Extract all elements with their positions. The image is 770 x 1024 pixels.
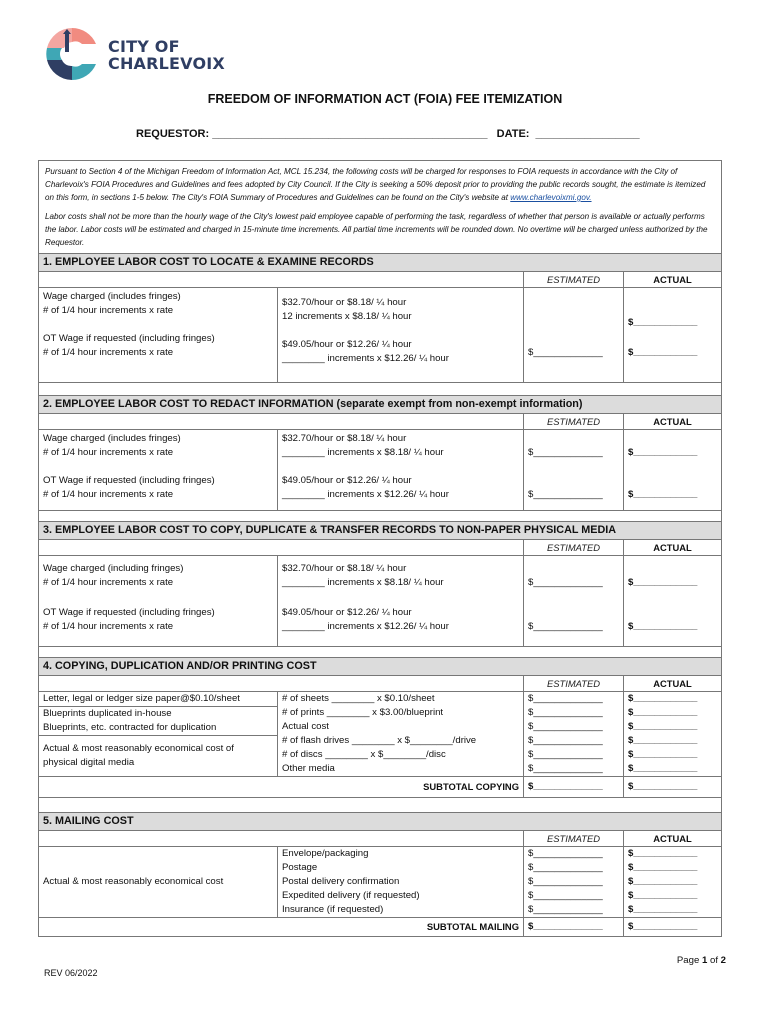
- actual-field[interactable]: $____________: [628, 904, 698, 915]
- estimated-field[interactable]: $_____________: [528, 848, 603, 859]
- section-1-header: 1. EMPLOYEE LABOR COST TO LOCATE & EXAMINE RECORDS: [39, 253, 721, 272]
- increments-label: # of 1/4 hour increments x rate: [43, 489, 174, 500]
- section-5-column-headers: [39, 831, 721, 846]
- actual-field[interactable]: $____________: [628, 735, 698, 746]
- increments-label: # of 1/4 hour increments x rate: [43, 447, 174, 458]
- section-spacer: [39, 646, 721, 657]
- insurance-label: Insurance (if requested): [282, 904, 384, 915]
- ot-increment-calc[interactable]: ________ increments x $12.26/ ¼ hour: [282, 621, 449, 632]
- postage-label: Postage: [282, 862, 318, 873]
- section-3-header: 3. EMPLOYEE LABOR COST TO COPY, DUPLICATE & TRANSFER RECORDS TO NON-PAPER PHYSICAL MEDIA: [39, 521, 721, 540]
- actual-cost-label: Actual cost: [282, 721, 329, 732]
- actual-field[interactable]: $____________: [628, 848, 698, 859]
- section-2-descriptions: [39, 430, 277, 510]
- revision-label: REV 06/2022: [44, 968, 98, 978]
- rate-text: $32.70/hour or $8.18/ ¼ hour: [282, 297, 407, 308]
- section-4-rows: [39, 691, 721, 776]
- estimated-field[interactable]: $_____________: [528, 447, 603, 458]
- section-3-column-headers: [39, 540, 721, 555]
- requestor-date-line[interactable]: REQUESTOR: _____________________________________________ DATE: _________________: [136, 128, 640, 140]
- estimated-field[interactable]: $_____________: [528, 347, 603, 358]
- section-1-column-headers: [39, 272, 721, 287]
- estimated-field[interactable]: $_____________: [528, 890, 603, 901]
- increments-label: # of 1/4 hour increments x rate: [43, 577, 174, 588]
- estimated-field[interactable]: $_____________: [528, 707, 603, 718]
- city-name-line1: CITY OF: [108, 37, 180, 56]
- digital-media-label: Actual & most reasonably economical cost of: [43, 743, 234, 754]
- rate-text: $32.70/hour or $8.18/ ¼ hour: [282, 433, 407, 444]
- subtotal-copying-estimated[interactable]: $_____________: [523, 777, 623, 797]
- estimated-field[interactable]: $_____________: [528, 577, 603, 588]
- other-media-label: Other media: [282, 763, 335, 774]
- subtotal-mailing-row: [39, 917, 721, 936]
- estimated-header: ESTIMATED: [523, 676, 623, 691]
- ot-wage-label: OT Wage if requested (including fringes): [43, 333, 215, 344]
- prints-calc[interactable]: # of prints ________ x $3.00/blueprint: [282, 707, 444, 718]
- actual-field[interactable]: $____________: [628, 621, 698, 632]
- estimated-header: ESTIMATED: [523, 540, 623, 555]
- estimated-field[interactable]: $_____________: [528, 721, 603, 732]
- city-name: [108, 38, 225, 72]
- city-name-line2: CHARLEVOIX: [108, 54, 225, 73]
- intro-paragraph-1: [45, 165, 715, 204]
- actual-field[interactable]: $____________: [628, 749, 698, 760]
- section-4-estimated: [523, 692, 623, 776]
- actual-header: ACTUAL: [623, 272, 721, 287]
- increments-label: # of 1/4 hour increments x rate: [43, 347, 174, 358]
- section-spacer: [39, 382, 721, 395]
- page-total: 2: [720, 955, 726, 966]
- section-5-items: [277, 847, 523, 917]
- subtotal-mailing-actual[interactable]: $____________: [623, 918, 721, 936]
- estimated-field[interactable]: $_____________: [528, 904, 603, 915]
- actual-field[interactable]: $____________: [628, 489, 698, 500]
- section-5-estimated: [523, 847, 623, 917]
- estimated-field[interactable]: $_____________: [528, 876, 603, 887]
- estimated-field[interactable]: $_____________: [528, 749, 603, 760]
- intro-paragraph-2: Labor costs shall not be more than the hourly wage of the City's lowest paid employee capable of performing the task, regardless of whether that person is available or actually performs the labor. Labor costs will be estimated and charged in 15-minute time increments. All partial time increments will be rounded down. No overtime will be charged unless authorized by the Requestor.: [45, 212, 708, 247]
- section-1-descriptions: [39, 288, 277, 382]
- sheets-calc[interactable]: # of sheets ________ x $0.10/sheet: [282, 693, 435, 704]
- section-1-estimated: [523, 288, 623, 382]
- digital-media-label-cont: physical digital media: [43, 757, 135, 768]
- fee-itemization-form: [38, 160, 722, 937]
- actual-field[interactable]: $____________: [628, 347, 698, 358]
- section-spacer: [39, 510, 721, 521]
- actual-field[interactable]: $____________: [628, 862, 698, 873]
- subtotal-copying-label: SUBTOTAL COPYING: [423, 781, 519, 792]
- ot-rate-text: $49.05/hour or $12.26/ ¼ hour: [282, 475, 412, 486]
- ot-increment-calc[interactable]: ________ increments x $12.26/ ¼ hour: [282, 489, 449, 500]
- actual-field[interactable]: $____________: [628, 693, 698, 704]
- section-3-rows: [39, 555, 721, 646]
- section-4-actual: [623, 692, 721, 776]
- actual-field[interactable]: $____________: [628, 447, 698, 458]
- rate-text: $32.70/hour or $8.18/ ¼ hour: [282, 563, 407, 574]
- section-4-column-headers: [39, 676, 721, 691]
- delivery-confirmation-label: Postal delivery confirmation: [282, 876, 400, 887]
- wage-label: Wage charged (includes fringes): [43, 291, 181, 302]
- expedited-delivery-label: Expedited delivery (if requested): [282, 890, 420, 901]
- section-2-estimated: [523, 430, 623, 510]
- increment-calc[interactable]: ________ increments x $8.18/ ¼ hour: [282, 577, 444, 588]
- actual-field[interactable]: $____________: [628, 317, 698, 328]
- section-3-rates: [277, 556, 523, 646]
- section-spacer: [39, 797, 721, 812]
- actual-field[interactable]: $____________: [628, 763, 698, 774]
- actual-header: ACTUAL: [623, 414, 721, 429]
- page-current: 1: [701, 955, 708, 966]
- section-1-rates: [277, 288, 523, 382]
- subtotal-mailing-label: SUBTOTAL MAILING: [426, 921, 519, 932]
- mailing-cost-label: Actual & most reasonably economical cost: [43, 876, 224, 887]
- city-logo: [44, 26, 100, 82]
- estimated-field[interactable]: $_____________: [528, 489, 603, 500]
- section-3-descriptions: [39, 556, 277, 646]
- section-2-rates: [277, 430, 523, 510]
- subtotal-copying-actual[interactable]: $____________: [623, 777, 721, 797]
- actual-field[interactable]: $____________: [628, 577, 698, 588]
- section-3-estimated: [523, 556, 623, 646]
- section-3-actual: [623, 556, 721, 646]
- blueprints-contracted-label: Blueprints, etc. contracted for duplication: [43, 722, 217, 733]
- actual-field[interactable]: $____________: [628, 707, 698, 718]
- ot-wage-label: OT Wage if requested (including fringes): [43, 475, 215, 486]
- estimated-field[interactable]: $_____________: [528, 763, 603, 774]
- section-2-header: 2. EMPLOYEE LABOR COST TO REDACT INFORMATION (separate exempt from non-exempt information): [39, 395, 721, 414]
- actual-header: ACTUAL: [623, 676, 721, 691]
- actual-field[interactable]: $____________: [628, 876, 698, 887]
- intro-paragraph-1-text: Pursuant to Section 4 of the Michigan Freedom of Information Act, MCL 15.234, the following costs will be charged for responses to FOIA requests in accordance with the City of Charlevoix's FOIA Procedures and Guidelines and fees adopted by City Council. If the City is seeking a 50% deposit prior to providing the public records sought, the estimate is itemized on this form, in sections 1-5 below. The City's FOIA Summary of Procedures and Guidelines can be found on the City's website at: [45, 167, 706, 202]
- intro-text: [39, 161, 721, 253]
- page-of: of: [707, 955, 721, 966]
- section-1-rows: [39, 287, 721, 382]
- actual-header: ACTUAL: [623, 540, 721, 555]
- actual-field[interactable]: $____________: [628, 890, 698, 901]
- ot-rate-text: $49.05/hour or $12.26/ ¼ hour: [282, 339, 412, 350]
- increment-calc[interactable]: 12 increments x $8.18/ ¼ hour: [282, 311, 412, 322]
- actual-header: ACTUAL: [623, 831, 721, 846]
- actual-field[interactable]: $____________: [628, 721, 698, 732]
- page-prefix: Page: [676, 955, 702, 966]
- ot-increment-calc[interactable]: ________ increments x $12.26/ ¼ hour: [282, 353, 449, 364]
- section-1-actual: [623, 288, 721, 382]
- section-4-header: 4. COPYING, DUPLICATION AND/OR PRINTING COST: [39, 657, 721, 676]
- increments-label: # of 1/4 hour increments x rate: [43, 621, 174, 632]
- section-2-actual: [623, 430, 721, 510]
- estimated-field[interactable]: $_____________: [528, 862, 603, 873]
- increments-label: # of 1/4 hour increments x rate: [43, 305, 174, 316]
- page-number: [677, 955, 726, 966]
- wage-label: Wage charged (includes fringes): [43, 433, 181, 444]
- subtotal-mailing-estimated[interactable]: $_____________: [523, 918, 623, 936]
- estimated-header: ESTIMATED: [523, 831, 623, 846]
- estimated-field[interactable]: $_____________: [528, 621, 603, 632]
- document-title: FREEDOM OF INFORMATION ACT (FOIA) FEE ITEMIZATION: [207, 92, 563, 106]
- discs-calc[interactable]: # of discs ________ x $________/disc: [282, 749, 446, 760]
- ot-wage-label: OT Wage if requested (including fringes): [43, 607, 215, 618]
- estimated-field[interactable]: $_____________: [528, 693, 603, 704]
- section-2-rows: [39, 429, 721, 510]
- section-5-actual: [623, 847, 721, 917]
- ot-rate-text: $49.05/hour or $12.26/ ¼ hour: [282, 607, 412, 618]
- estimated-header: ESTIMATED: [523, 272, 623, 287]
- envelope-label: Envelope/packaging: [282, 848, 369, 859]
- subtotal-copying-row: [39, 776, 721, 797]
- section-5-header: 5. MAILING COST: [39, 812, 721, 831]
- increment-calc[interactable]: ________ increments x $8.18/ ¼ hour: [282, 447, 444, 458]
- section-2-column-headers: [39, 414, 721, 429]
- blueprints-inhouse-label: Blueprints duplicated in-house: [43, 708, 172, 719]
- wage-label: Wage charged (including fringes): [43, 563, 184, 574]
- section-5-description-cell: [39, 847, 277, 917]
- estimated-field[interactable]: $_____________: [528, 735, 603, 746]
- section-4-measures: [277, 692, 523, 776]
- flash-drives-calc[interactable]: # of flash drives ________ x $________/drive: [282, 735, 477, 746]
- estimated-header: ESTIMATED: [523, 414, 623, 429]
- website-link[interactable]: www.charlevoixmi.gov.: [510, 193, 592, 202]
- section-4-descriptions: [39, 692, 277, 776]
- section-5-rows: [39, 846, 721, 917]
- paper-copies-label: Letter, legal or ledger size paper@$0.10/sheet: [39, 692, 277, 707]
